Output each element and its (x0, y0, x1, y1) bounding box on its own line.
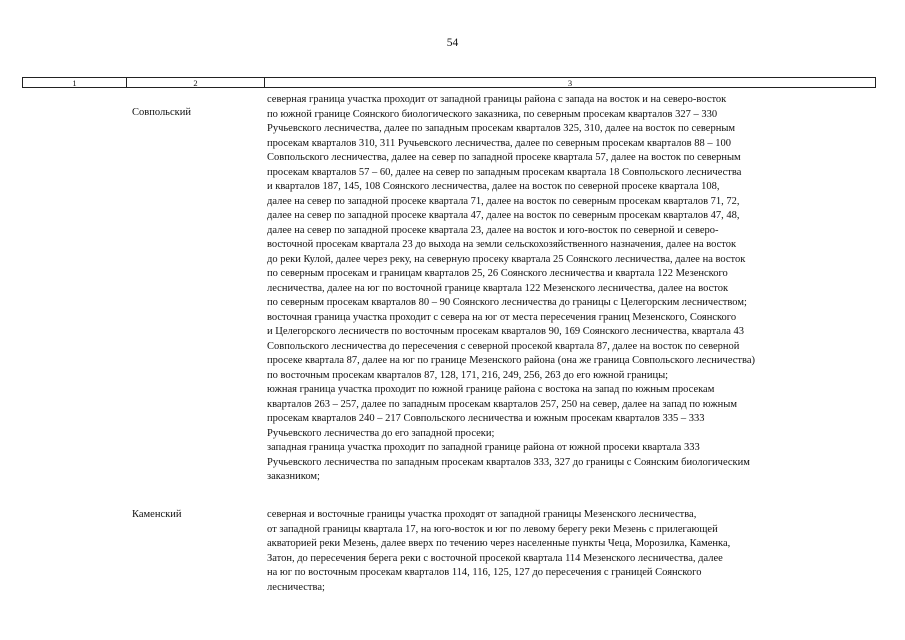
column-header-3: 3 (567, 78, 573, 88)
description-line: северная и восточные границы участка проходят от западной границы Мезенского лесничества, (267, 509, 697, 520)
region-name-sovpolsky: Совпольский (132, 107, 191, 118)
page-number: 54 (446, 37, 459, 49)
table-column-header (22, 77, 876, 88)
region-name-kamensky: Каменский (132, 509, 182, 520)
description-line: Ручьевского лесничества, далее по западным просекам кварталов 325, 310, далее на восток по северным (267, 123, 736, 134)
description-line: лесничества; (267, 581, 325, 593)
description-line: по восточным просекам кварталов 87, 128, 171, 216, 249, 256, 263 до его южной границы; (267, 369, 669, 381)
description-line: восточная граница участка проходит с севера на юг от места пересечения границ Мезенского, Соянского (267, 311, 737, 323)
description-line: западная граница участка проходит по западной границе района от южной просеки квартала 333 (267, 442, 700, 453)
description-line: южная граница участка проходит по южной границе района с востока на запад по южным просекам (267, 384, 715, 395)
description-line: и Целегорского лесничеств по восточным просекам кварталов 90, 169 Соянского лесничества, квартала 43 (267, 326, 745, 337)
description-line: далее на север по западной просеке квартала 47, далее на восток по северным просекам кварталов 47, 48, (267, 210, 740, 221)
description-line: кварталов 263 – 257, далее по западным просекам кварталов 257, 250 на север, далее на запад по южным (267, 398, 737, 410)
description-line: далее на север по западной просеке квартала 71, далее на восток по северным просекам кварталов 71, 72, (267, 195, 740, 207)
description-line: просекам кварталов 240 – 217 Совпольского лесничества и южным просекам кварталов 335 – 333 (267, 413, 705, 424)
description-line: Ручьевского лесничества до его западной просеки; (267, 427, 495, 439)
region-description-kamensky (267, 508, 872, 595)
description-line: заказником; (267, 471, 320, 482)
column-header-2: 2 (127, 78, 265, 87)
region-description-sovpolsky (267, 93, 872, 485)
description-line: Совпольского лесничества до пересечения с северной просекой квартала 87, далее на восток по северной (267, 340, 740, 352)
description-line: по северным просекам и границам кварталов 25, 26 Соянского лесничества и квартала 122 Мезенского (267, 268, 728, 279)
description-line: Ручьевского лесничества по западным просекам кварталов 333, 327 до границы с Соянским биологическим (267, 456, 750, 468)
description-line: просекам кварталов 310, 311 Ручьевского лесничества, далее по северным просекам кварталов 88 – 100 (267, 137, 731, 149)
description-line: и кварталов 187, 145, 108 Соянского лесничества, далее на восток по северной просеке квартала 108, (267, 181, 720, 192)
description-line: по северным просекам кварталов 80 – 90 Соянского лесничества до границы с Целегорским лесничеством; (267, 297, 747, 308)
description-line: просекам кварталов 57 – 60, далее на север по западным просекам квартала 18 Совпольского лесничества (267, 166, 742, 178)
description-line: акваторией реки Мезень, далее вверх по течению через населенные пункты Чеца, Морозилка, Каменка, (267, 538, 731, 549)
description-line: далее на север по западной просеке квартала 23, далее на восток и юго-восток по северной и северо- (267, 224, 719, 236)
description-line: от западной границы квартала 17, на юго-восток и юг по левому берегу реки Мезень с прилегающей (267, 523, 718, 535)
description-line: восточной просекам квартала 23 до выхода на земли сельскохозяйственного назначения, далее на восток (267, 239, 737, 250)
description-line: Затон, до пересечения берега реки с восточной просекой квартала 114 Мезенского лесничества, далее (267, 552, 723, 564)
description-line: северная граница участка проходит от западной границы района с запада на восток и на северо-восток (267, 94, 727, 105)
description-line: лесничества, далее на юг по восточной границе квартала 122 Мезенского лесничества, далее на восток (267, 282, 729, 294)
description-line: Совпольского лесничества, далее на север по западной просеке квартала 57, далее на восток по северным (267, 152, 741, 163)
description-line: по южной границе Соянского биологического заказника, по северным просекам кварталов 327 – 330 (267, 108, 718, 120)
column-header-1: 1 (23, 78, 127, 87)
description-line: просеке квартала 87, далее на юг по границе Мезенского района (она же граница Совпольского лесничества) (267, 355, 755, 366)
description-line: на юг по восточным просекам кварталов 114, 116, 125, 127 до пересечения с границей Соянского (267, 567, 702, 578)
description-line: до реки Кулой, далее через реку, на северную просеку квартала 25 Соянского лесничества, далее на восток (267, 253, 746, 265)
